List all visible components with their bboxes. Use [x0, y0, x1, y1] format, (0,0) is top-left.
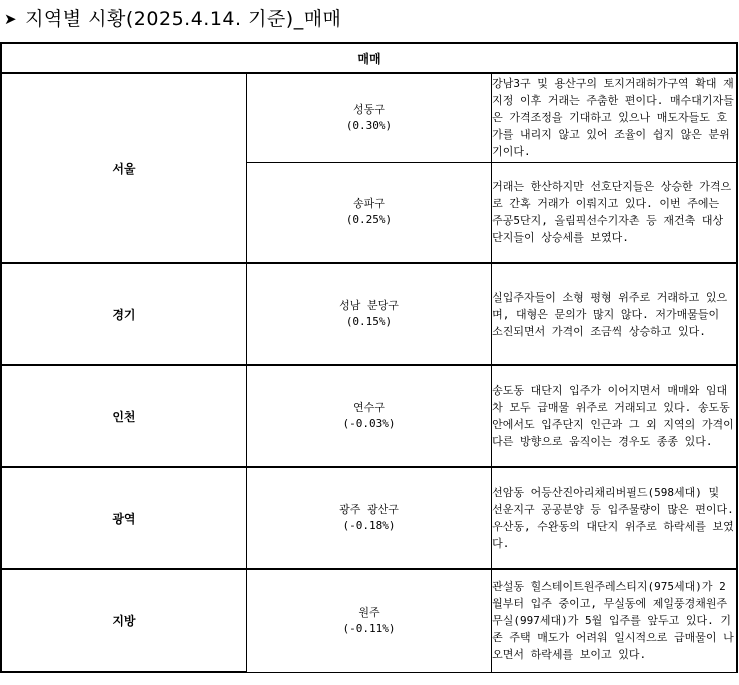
- description-cell: 거래는 한산하지만 선호단지들은 상승한 가격으로 간혹 거래가 이뤄지고 있다. 이번 주에는 주공5단지, 올림픽선수기자촌 등 재건축 대상 단지들이 상승세를 보였다.: [492, 162, 737, 263]
- area-change: (-0.11%): [342, 621, 396, 635]
- area-name: 성남 분당구: [339, 299, 399, 312]
- description-cell: 관설동 힐스테이트원주레스티지(975세대)가 2월부터 입주 중이고, 무실동에 제일풍경채원주무실(997세대)가 5월 입주를 앞두고 있다. 기존 주택 매도가 어려워 일시적으로 급매물이 나오면서 하락세를 보이고 있다.: [492, 569, 737, 672]
- page-title-text: 지역별 시황(2025.4.14. 기준)_매매: [25, 8, 342, 30]
- area-name: 성동구: [353, 102, 385, 116]
- region-label-metro: 광역: [1, 467, 246, 569]
- page-title: [4, 4, 341, 34]
- table-header: 매매: [1, 43, 737, 73]
- table-row: [1, 467, 737, 569]
- table-row: [1, 569, 737, 672]
- region-label-seoul: 서울: [1, 73, 246, 263]
- area-name: 원주: [358, 605, 380, 619]
- description-cell: 실입주자들이 소형 평형 위주로 거래하고 있으며, 대형은 문의가 많지 않다. 저가매물들이 소진되면서 가격이 조금씩 상승하고 있다.: [492, 263, 737, 365]
- area-cell: [246, 365, 491, 467]
- area-name: 송파구: [353, 197, 385, 211]
- area-change: (0.30%): [345, 118, 393, 132]
- area-cell: [246, 162, 491, 263]
- table-row: [1, 73, 737, 162]
- region-label-local: 지방: [1, 569, 246, 672]
- description-cell: 선암동 어등산진아리채리버필드(598세대) 및 선운지구 공공분양 등 입주물량이 많은 편이다. 우산동, 수완동의 대단지 위주로 하락세를 보였다.: [492, 467, 737, 569]
- area-change: (-0.03%): [342, 417, 396, 430]
- table-header-row: [1, 43, 737, 73]
- arrow-bullet-icon: ➤: [4, 10, 18, 28]
- area-name: 연수구: [353, 401, 385, 414]
- description-cell: 강남3구 및 용산구의 토지거래허가구역 확대 재지정 이후 거래는 주춤한 편이다. 매수대기자들은 가격조정을 기대하고 있으나 매도자들도 호가를 내리지 않고 있어 조율이 쉽지 않은 분위기이다.: [492, 73, 737, 162]
- area-name: 광주 광산구: [339, 503, 399, 516]
- area-change: (-0.18%): [342, 519, 396, 532]
- region-label-gyeonggi: 경기: [1, 263, 246, 365]
- area-cell: [246, 467, 491, 569]
- market-table: [0, 42, 738, 673]
- area-cell: [246, 263, 491, 365]
- area-change: (0.15%): [345, 315, 393, 328]
- area-cell: [246, 569, 491, 672]
- area-cell: [246, 73, 491, 162]
- table-row: [1, 365, 737, 467]
- area-change: (0.25%): [345, 213, 393, 227]
- region-label-incheon: 인천: [1, 365, 246, 467]
- table-row: [1, 263, 737, 365]
- description-cell: 송도동 대단지 입주가 이어지면서 매매와 임대차 모두 급매물 위주로 거래되고 있다. 송도동 안에서도 입주단지 인근과 그 외 지역의 가격이 다른 방향으로 움직이는 경우도 종종 있다.: [492, 365, 737, 467]
